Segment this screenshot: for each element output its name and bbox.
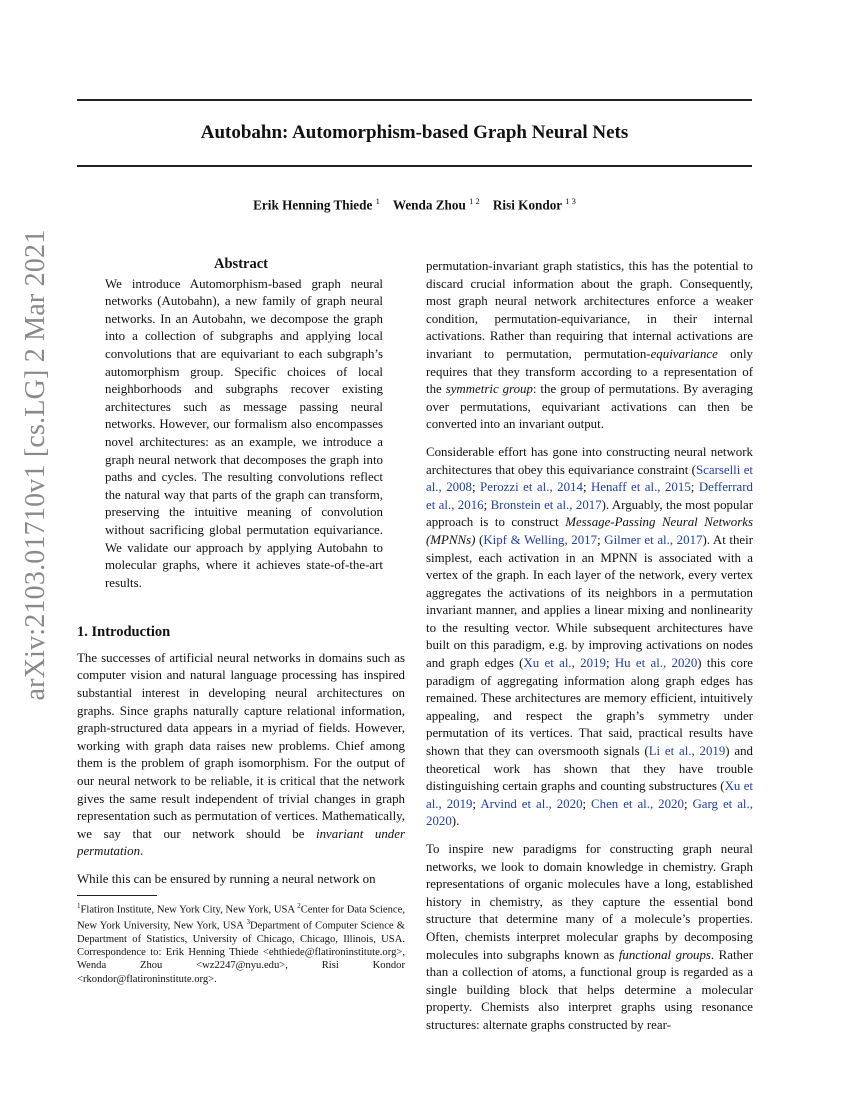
- affiliation-footnote: $^1$Flatiron Institute, New York City, New York, USA $^2$Center for Data Science, New York University, New York, USA $^3$Department of Computer Science & Department of Statistics, University of Chicago, Chicago, Illinois, USA. Correspondence to: Erik Henning Thiede <ehthiede@flatironinstitute.org>, Wenda Zhou <wz2247@nyu.edu>, Risi Kondor <rkondor@flatironinstitute.org>.: [77, 901, 405, 985]
- author-affiliation: 1: [375, 196, 380, 206]
- arxiv-sidenote: [20, 229, 52, 701]
- title-top-rule: [77, 99, 752, 101]
- citation-link[interactable]: Garg et al., 2020: [426, 796, 753, 829]
- right-column: [426, 258, 753, 1045]
- citation-link[interactable]: Gilmer et al., 2017: [604, 532, 703, 547]
- citation-link[interactable]: Defferrard et al., 2016: [426, 480, 753, 512]
- citation-link[interactable]: Kipf & Welling, 2017: [483, 532, 598, 547]
- author-affiliation: 1 3: [565, 196, 576, 206]
- section-heading: 1. Introduction: [77, 624, 171, 641]
- citation-link[interactable]: Arvind et al., 2020: [480, 796, 583, 811]
- paper-title: Autobahn: Automorphism-based Graph Neural Nets: [200, 122, 629, 143]
- citation-link[interactable]: Bronstein et al., 2017: [490, 497, 602, 512]
- citation-link[interactable]: Scarselli et al., 2008: [426, 462, 753, 495]
- left-column: [77, 256, 405, 986]
- citation-link[interactable]: Xu et al., 2019: [426, 779, 753, 811]
- citation-link[interactable]: Hu et al., 2020: [614, 656, 698, 671]
- body-paragraph: While this can be ensured by running a neural network on: [77, 872, 376, 886]
- citation-link[interactable]: Chen et al., 2020: [591, 796, 684, 811]
- abstract-text: We introduce Automorphism-based graph neural networks (Autobahn), a new family of graph neural networks. In an Autobahn, we decompose the graph into a collection of subgraphs and applying local convolutions that are equivariant to each subgraph’s automorphism group. Specific choices of local neighborhoods and subgraphs recover existing architectures such as message passing neural networks. However, our formalism also encompasses novel architectures: as an example, we introduce a graph neural network that decomposes the graph into paths and cycles. The resulting convolutions reflect the natural way that parts of the graph can transform, preserving the intuitive meaning of convolution without sacrificing global permutation equivariance. We validate our approach by applying Autobahn to molecular graphs, where it achieves state-of-the-art results.: [105, 276, 383, 590]
- author-list: [77, 196, 752, 213]
- body-paragraph: To inspire new paradigms for constructing graph neural networks, we look to domain knowledge in chemistry. Graph representations of organic molecules have a long, established history in chemistry, as they capture the essential bond structure that determine many of a molecule’s properties. Often, chemists interpret molecular graphs by decomposing molecules into subgraphs known as functional groups. Rather than a collection of atoms, a functional group is regarded as a single building block that helps determine a molecular property. Chemists also interpret graphs using resonance structures: alternate graphs constructed by rear-: [426, 842, 753, 1032]
- author-name: Wenda Zhou: [392, 197, 466, 213]
- body-paragraph: Considerable effort has gone into constructing neural network architectures that obey this equivariance constraint (Scarselli et al., 2008; Perozzi et al., 2014; Henaff et al., 2015; Defferrard et al., 2016; Bronstein et al., 2017). Arguably, the most popular approach is to construct Message-Passing Neural Networks (MPNNs) (Kipf & Welling, 2017; Gilmer et al., 2017). At their simplest, each activation in an MPNN is associated with a vertex of the graph. In each layer of the network, every vertex aggregates the activations of its neighbors in a permutation invariant manner, and applies a linear mixing and nonlinearity to the resulting vector. While subsequent architectures have built on this paradigm, e.g. by improving activations on nodes and graph edges (Xu et al., 2019; Hu et al., 2020) this core paradigm of aggregating information along graph edges has remained. These architectures are memory efficient, intuitively appealing, and respect the graph’s symmetry under permutation of its vertices. That said, practical results have shown that they can oversmooth signals (Li et al., 2019) and theoretical work has shown that they have trouble distinguishing certain graphs and counting substructures (Xu et al., 2019; Arvind et al., 2020; Chen et al., 2020; Garg et al., 2020).: [426, 444, 754, 829]
- footnote-rule: [77, 895, 157, 896]
- citation-link[interactable]: Perozzi et al., 2014: [480, 480, 583, 495]
- citation-link[interactable]: Xu et al., 2019: [523, 656, 606, 671]
- title-bottom-rule: [77, 165, 752, 167]
- abstract-heading: Abstract: [214, 256, 268, 272]
- citation-link[interactable]: Henaff et al., 2015: [590, 480, 691, 495]
- arxiv-identifier: arXiv:2103.01710v1 [cs.LG] 2 Mar 2021: [20, 229, 51, 701]
- author-name: Risi Kondor: [492, 197, 562, 213]
- body-paragraph: The successes of artificial neural networks in domains such as computer vision and natural language processing has inspired substantial interest in developing neural architectures on graphs. Since graphs naturally capture relational information, graph-structured data appears in a myriad of fields. However, working with graph data raises new problems. Chief among them is the problem of graph isomorphism. For the output of our neural network to be reliable, it is critical that the network gives the same result independent of trivial changes in graph representation such as permutation of vertices. Mathematically, we say that our network should be invariant under permutation.: [77, 650, 405, 859]
- citation-link[interactable]: Li et al., 2019: [648, 744, 726, 759]
- author-name: Erik Henning Thiede: [253, 197, 373, 213]
- body-paragraph: permutation-invariant graph statistics, this has the potential to discard crucial information about the graph. Consequently, most graph neural network architectures enforce a weaker condition, permutation-equivariance, in their internal activations. Rather than requiring that internal activations are invariant to permutation, permutation-equivariance only requires that they transform according to a representation of the symmetric group: the group of permutations. By averaging over permutations, equivariant activations can then be converted into an invariant output.: [426, 259, 754, 432]
- author-affiliation: 1 2: [469, 196, 480, 206]
